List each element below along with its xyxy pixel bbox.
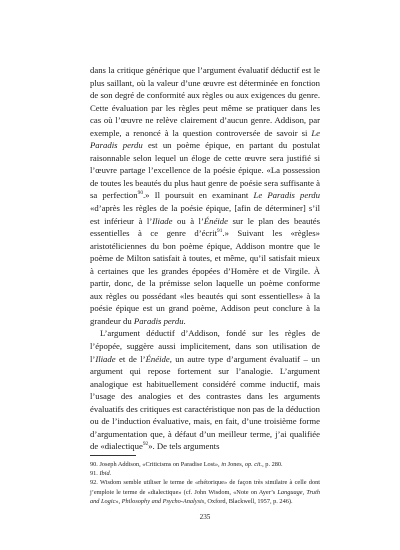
footnote-91: 91. Ibid. [90,470,112,478]
italic-run: in [221,461,227,468]
paragraph-1: dans la critique générique que l’argument évaluatif déductif est le plus saillant, où la valeur d’une œuvre est déterminée en fonction de son degré de conformité aux règles ou aux exigences du genre. Cette évaluation par les règles peut même se pratiquer dans les cas où l’œuvre ne relève clairement d’aucun genre. Addison, par exemple, a renoncé à la question controversée de savoir si Le Paradis perdu est un poème épique, en partant du postulat raisonnable selon lequel un éloge de cette œuvre sera justifié si l’œuvre partage l’excellence de la poésie épique. «La possession de toutes les beautés du plus haut genre de poésie sera suffisante à sa perfection$^{90}$.» Il poursuit en examinant Le Paradis perdu «d’après les règles de la poésie épique, [afin de déterminer] s’il est inférieur à l’Iliade ou à l’Énéide sur le plan des beautés essentielles à ce genre d’écrit$^{91}$.» Suivant les «règles» aristotéliciennes du bon poème épique, Addison montre que le poème de Milton satisfait à toutes, et même, qu’il satisfait mieux à certaines que les grandes épopées d’Homère et de Virgile. À partir, donc, de la prémisse selon laquelle un poème conforme aux règles ou possédant «les beautés qui sont essentielles» à la poésie épique est un grand poème, Addison peut conclure à la grandeur du Paradis perdu. [90,65,320,326]
italic-run: Le Paradis perdu [253,190,320,201]
footnote-90: 90. Joseph Addison, «Criticisms on Paradise Lost», in Jones, op. cit., p. 280. [90,461,283,468]
italic-run: Énéide [203,215,228,226]
footnote-rule [90,455,136,456]
italic-run: Énéide [145,353,170,364]
italic-run: Iliade [95,353,116,364]
page-number: 235 [199,513,211,521]
paragraph-2: L’argument déductif d’Addison, fondé sur les règles de l’épopée, suggère aussi implicitement, dans son utilisation de l’Iliade et de l’Énéide, un autre type d’argument évaluatif – un argument qui repose fortement sur l’analogie. L’argument analogique est habituellement considéré comme inductif, mais l’usage des analogies et des contrastes dans les arguments évaluatifs des critiques est caractéristique non pas de la déduction ou de l’induction évaluative, mais, en fait, d’une troisième forme d’argumentation que, à défaut d’un meilleur terme, j’ai qualifiée de «dialectique$^{92}$». De tels arguments [90,328,320,452]
italic-run: Ibid. [99,470,112,478]
italic-run: op. cit. [244,461,263,468]
footnotes [90,460,320,506]
italic-run: Language, Truth and Logic [90,488,320,505]
footnote-92: 92. Wisdom semble utiliser le terme de «rhétorique» de façon très similaire à celle dont j’emploie le terme de «dialectique» (cf. John Wisdom, «Note on Ayer’s Language, Truth and Logic», Philosophy and Psycho-Analysis, Oxford, Blackwell, 1957, p. 246). [90,479,320,505]
italic-run: Paradis perdu [133,315,184,326]
italic-run: Le Paradis perdu [90,127,320,151]
main-text [90,64,320,453]
italic-run: Philosophy and Psycho-Analysis [121,497,205,505]
footnote-ref: 92 [142,441,149,448]
footnote-ref: 90 [137,190,143,197]
footnote-ref: 91 [217,228,223,235]
italic-run: Iliade [152,215,173,226]
